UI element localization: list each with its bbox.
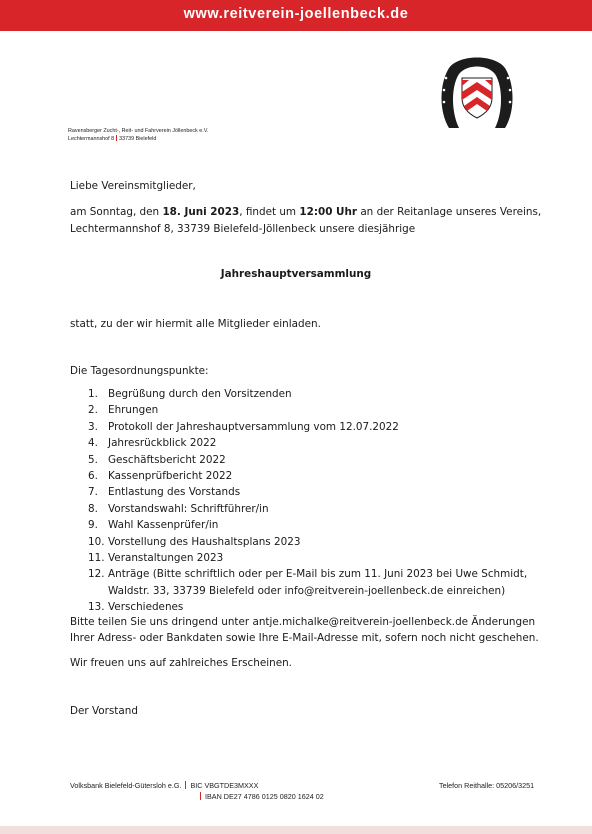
agenda-item: 7. Entlastung des Vorstands: [88, 486, 241, 499]
agenda-item: 9. Wahl Kassenprüfer/in: [88, 519, 219, 532]
agenda-item: 4. Jahresrückblick 2022: [88, 437, 217, 450]
agenda-item: 3. Protokoll der Jahreshauptversammlung vom 12.07.2022: [88, 420, 399, 433]
agenda-item: 8. Vorstandswahl: Schriftführer/in: [88, 502, 269, 515]
logo-year: GEGR. 1924: [464, 123, 490, 128]
intro-post: an der Reitanlage unseres Vereins,: [357, 206, 542, 218]
agenda-heading: Die Tagesordnungspunkte:: [70, 365, 209, 377]
bank-bic: BIC VBGTDE3MXXX: [190, 781, 259, 790]
website-url[interactable]: www.reitverein-joellenbeck.de: [183, 6, 409, 22]
agenda-item: 12. Anträge (Bitte schriftlich oder per E-Mail bis zum 11. Juni 2023 bei Uwe Schmidt, Waldstr. 33, 33739 Bielefeld oder info@reitverein-joellenbeck.de einreichen): [88, 568, 528, 597]
sender-street: Lechtermannshof 8: [68, 136, 115, 142]
agenda-item: 6. Kassenprüfbericht 2022: [88, 470, 233, 483]
meeting-time: 12:00 Uhr: [299, 206, 358, 218]
closing-text: Wir freuen uns auf zahlreiches Erscheinen.: [70, 657, 292, 669]
sender-city: 33739 Bielefeld: [119, 136, 157, 142]
meeting-date: 18. Juni 2023: [162, 206, 240, 218]
intro-line-1: [70, 204, 550, 221]
bank-iban: IBAN DE27 4786 0125 0820 1624 02: [205, 792, 324, 801]
sender-address: [68, 127, 208, 143]
salutation: Liebe Vereinsmitglieder,: [70, 180, 196, 192]
agenda-item: 11. Veranstaltungen 2023: [88, 552, 224, 565]
agenda-item: 13. Verschiedenes: [88, 601, 184, 614]
sender-separator: [116, 135, 117, 141]
intro-mid: , findet um: [239, 206, 300, 218]
footer-band: [0, 826, 592, 834]
footer-bank: [70, 780, 324, 802]
footer-separator: [185, 781, 186, 789]
footer-phone: Telefon Reithalle: 05206/3251: [439, 781, 535, 790]
agenda-list: [88, 386, 548, 616]
intro-line-2: Lechtermannshof 8, 33739 Bielefeld-Jöllenbeck unsere diesjährige: [70, 223, 416, 235]
intro-pre: am Sonntag, den: [70, 206, 163, 218]
bank-name: Volksbank Bielefeld-Gütersloh e.G.: [70, 781, 182, 790]
invite-text: statt, zu der wir hiermit alle Mitglieder einladen.: [70, 318, 321, 330]
signature: Der Vorstand: [70, 705, 138, 717]
agenda-item: 1. Begrüßung durch den Vorsitzenden: [88, 388, 292, 400]
sender-name: Ravensberger Zucht-, Reit- und Fahrverein Jöllenbeck e.V.: [68, 128, 209, 134]
club-logo: [437, 50, 517, 136]
footer-separator: [200, 792, 201, 800]
notice-line-1: Bitte teilen Sie uns dringend unter antje.michalke@reitverein-joellenbeck.de Änderungen: [70, 616, 536, 628]
meeting-title: Jahreshauptversammlung: [220, 268, 372, 280]
agenda-item: 10. Vorstellung des Haushaltsplans 2023: [88, 535, 301, 548]
notice-line-2: Ihrer Adress- oder Bankdaten sowie Ihre E-Mail-Adresse mit, sofern noch nicht geschehen.: [70, 632, 539, 644]
agenda-item: 5. Geschäftsbericht 2022: [88, 453, 226, 466]
agenda-item: 2. Ehrungen: [88, 404, 159, 417]
